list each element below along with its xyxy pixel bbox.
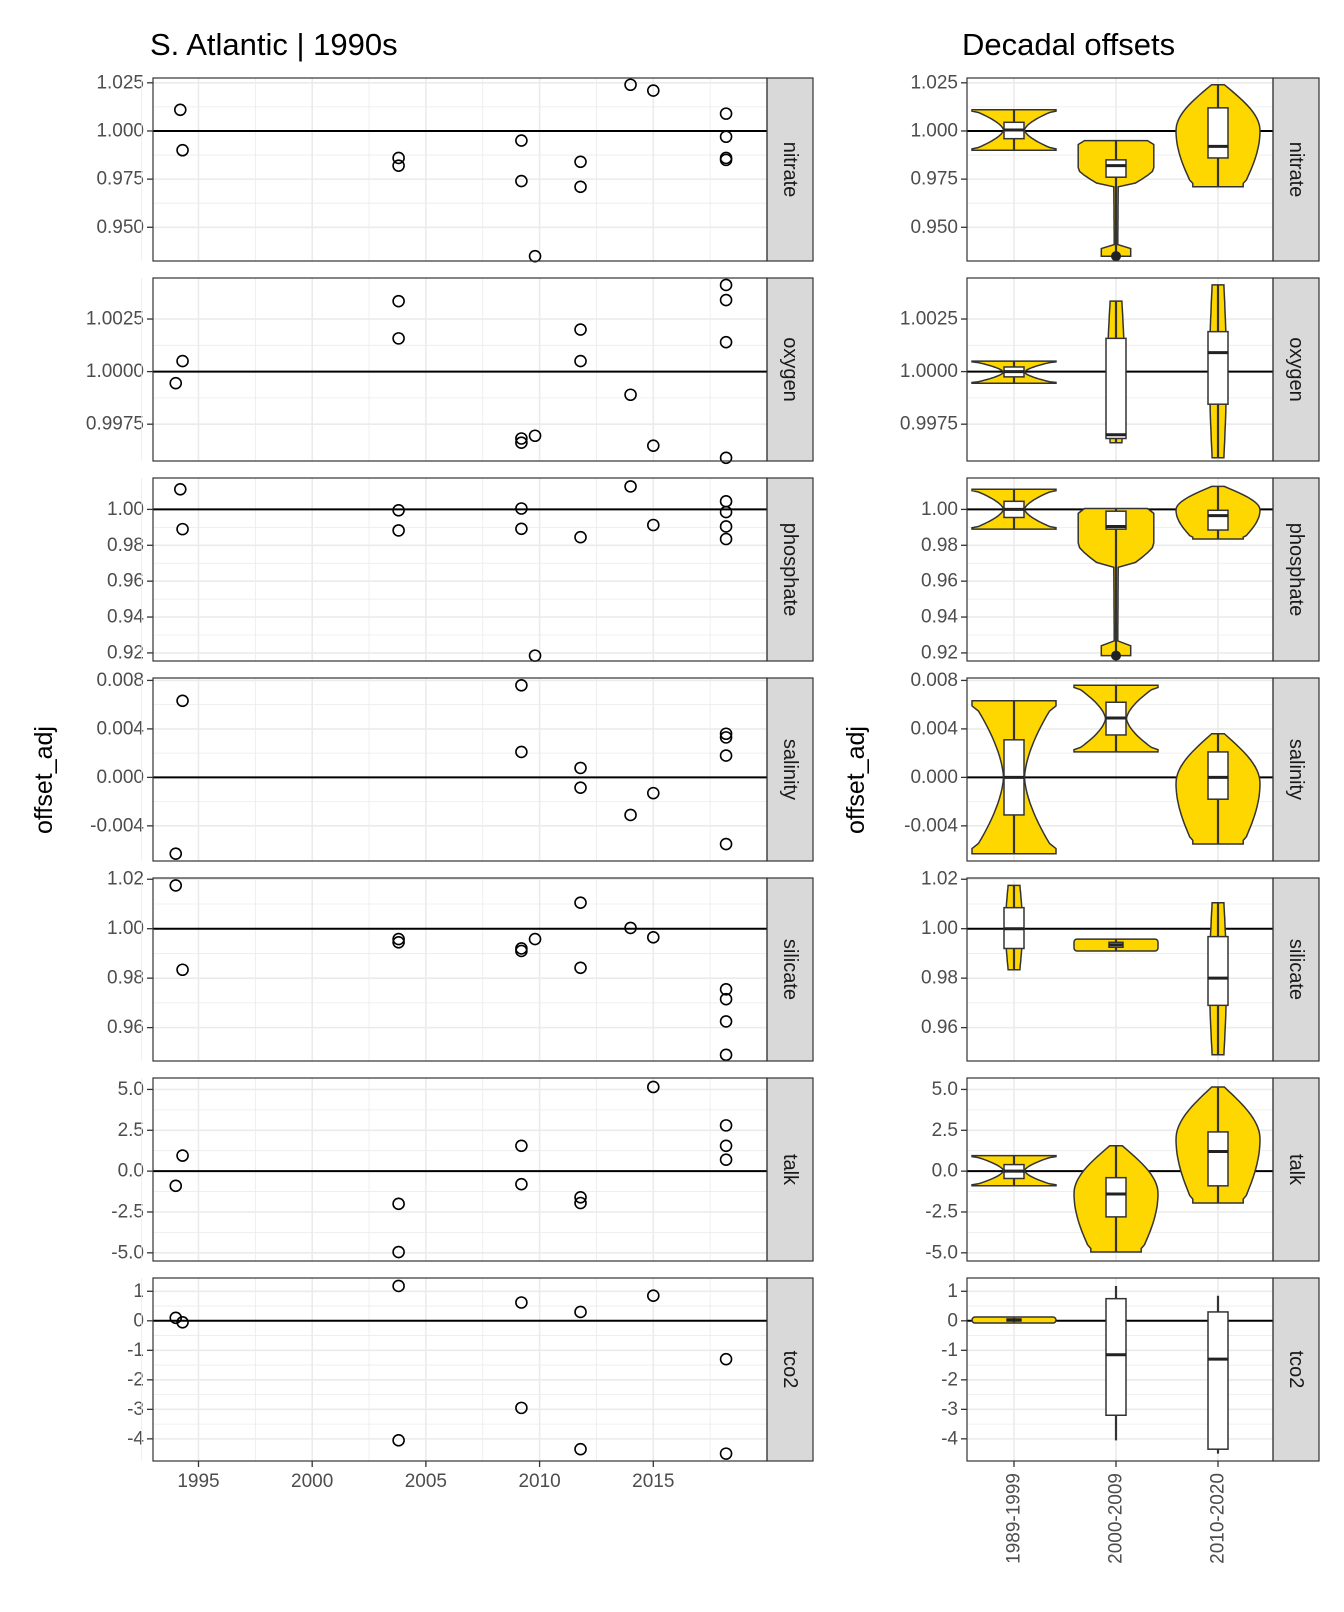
scatter-y-tick-label: 2.5	[117, 1119, 144, 1141]
violin-y-tick-label: -5.0	[925, 1242, 958, 1264]
violin-strip-label-phosphate: phosphate	[1285, 522, 1307, 617]
violin-x-tick-label: 1989-1999	[1003, 1473, 1025, 1564]
scatter-facet-silicate	[107, 869, 813, 1061]
box-iqr	[1208, 752, 1228, 799]
scatter-y-tick-label: 0.96	[107, 570, 144, 592]
scatter-y-tick-label: 0.92	[107, 642, 144, 664]
left-title: S. Atlantic | 1990s	[150, 27, 398, 62]
violin-strip-label-oxygen: oxygen	[1285, 337, 1307, 402]
violin-1989-1999	[972, 1317, 1056, 1323]
violin-y-tick-label: 0.000	[910, 766, 958, 788]
violin-y-tick-label: 2.5	[931, 1119, 958, 1141]
scatter-facet-oxygen	[86, 278, 813, 463]
violin-strip-label-nitrate: nitrate	[1285, 141, 1307, 198]
scatter-x-tick-label: 2015	[632, 1471, 675, 1492]
violin-facet-talk	[925, 1078, 1319, 1263]
right-y-axis-title: offset_adj	[842, 726, 870, 834]
violin-x-tick-label: 2000-2009	[1105, 1473, 1127, 1564]
scatter-panel-bg	[153, 78, 767, 261]
scatter-y-tick-label: -2.5	[111, 1201, 144, 1223]
violin-2010-2020	[1208, 903, 1228, 1055]
violin-y-tick-label: 1.025	[910, 72, 958, 94]
violin-facet-salinity	[904, 670, 1319, 861]
scatter-x-tick-label: 2000	[291, 1471, 334, 1492]
scatter-y-tick-label: 0.9975	[85, 413, 144, 435]
scatter-y-tick-label: 0.008	[96, 669, 144, 691]
violin-2010-2020	[1208, 285, 1228, 458]
scatter-y-tick-label: 0.0	[117, 1160, 144, 1182]
scatter-y-tick-label: 0.000	[96, 766, 144, 788]
scatter-facet-phosphate	[107, 478, 813, 663]
violin-2010-2020	[1208, 1296, 1228, 1454]
scatter-panel-bg	[153, 478, 767, 661]
violin-facet-oxygen	[900, 278, 1319, 461]
scatter-y-tick-label: 0.98	[107, 967, 144, 989]
scatter-facet-tco2	[127, 1278, 813, 1461]
scatter-y-tick-label: 0.94	[107, 606, 144, 628]
box-outlier	[1111, 651, 1121, 661]
scatter-strip-label-salinity: salinity	[779, 738, 801, 801]
violin-y-tick-label: 0.96	[921, 1017, 958, 1039]
scatter-y-tick-label: -5.0	[111, 1242, 144, 1264]
violin-2000-2009	[1074, 939, 1158, 951]
violin-x-tick-label: 2010-2020	[1207, 1473, 1229, 1564]
violin-panels	[900, 72, 1319, 1564]
violin-y-tick-label: 1.02	[921, 868, 958, 890]
scatter-panel-bg	[153, 1278, 767, 1461]
scatter-y-tick-label: 0.975	[96, 168, 144, 190]
scatter-y-tick-label: 1.00	[107, 498, 144, 520]
violin-y-tick-label: -0.004	[904, 815, 958, 837]
scatter-panel-bg	[153, 278, 767, 461]
scatter-facet-salinity	[90, 670, 813, 861]
violin-y-tick-label: 5.0	[931, 1078, 958, 1100]
box-iqr	[1208, 510, 1228, 530]
scatter-panel-bg	[153, 878, 767, 1061]
violin-2000-2009	[1106, 301, 1126, 443]
violin-strip-label-tco2: tco2	[1285, 1350, 1307, 1389]
scatter-y-tick-label: 1.02	[107, 868, 144, 890]
violin-y-tick-label: 0.0	[931, 1160, 958, 1182]
scatter-facet-nitrate	[96, 72, 813, 261]
scatter-y-tick-label: 1.0025	[85, 308, 144, 330]
scatter-y-tick-label: -0.004	[90, 815, 144, 837]
box-iqr	[1208, 108, 1228, 158]
scatter-facet-talk	[111, 1078, 813, 1263]
box-iqr	[1208, 937, 1228, 1006]
violin-y-tick-label: 0.98	[921, 967, 958, 989]
right-title: Decadal offsets	[962, 27, 1176, 62]
scatter-strip-label-tco2: tco2	[779, 1350, 801, 1389]
scatter-y-tick-label: -4	[127, 1428, 144, 1450]
violin-y-tick-label: 1.0000	[899, 361, 958, 383]
violin-y-tick-label: 0.975	[910, 168, 958, 190]
violin-y-tick-label: -2.5	[925, 1201, 958, 1223]
violin-facet-nitrate	[910, 72, 1319, 261]
left-y-axis-title: offset_adj	[30, 726, 58, 834]
violin-y-tick-label: 1.0025	[899, 308, 958, 330]
violin-y-tick-label: 0.004	[910, 718, 958, 740]
violin-y-tick-label: 1.00	[921, 498, 958, 520]
violin-y-tick-label: 0.94	[921, 606, 958, 628]
violin-strip-label-talk: talk	[1285, 1153, 1307, 1186]
scatter-strip-label-oxygen: oxygen	[779, 337, 801, 402]
violin-y-tick-label: 0.92	[921, 642, 958, 664]
violin-facet-tco2	[941, 1278, 1319, 1461]
scatter-strip-label-silicate: silicate	[779, 938, 801, 1001]
violin-facet-silicate	[921, 869, 1319, 1061]
violin-y-tick-label: 0.008	[910, 669, 958, 691]
scatter-y-tick-label: 0	[133, 1310, 144, 1332]
violin-y-tick-label: 0.98	[921, 534, 958, 556]
box-iqr	[1106, 1299, 1126, 1416]
violin-1989-1999	[1004, 885, 1024, 969]
scatter-y-tick-label: 0.004	[96, 718, 144, 740]
violin-y-tick-label: -2	[941, 1369, 958, 1391]
scatter-panel-bg	[153, 1078, 767, 1261]
violin-y-tick-label: -4	[941, 1428, 958, 1450]
violin-y-tick-label: 0.96	[921, 570, 958, 592]
violin-y-tick-label: 1.00	[921, 918, 958, 940]
box-iqr	[1106, 1178, 1126, 1217]
scatter-y-tick-label: 0.96	[107, 1017, 144, 1039]
scatter-y-tick-label: 1.00	[107, 918, 144, 940]
box-outlier	[1111, 251, 1121, 261]
scatter-y-tick-label: 5.0	[117, 1078, 144, 1100]
box-iqr	[1208, 332, 1228, 405]
violin-y-tick-label: 1	[947, 1280, 958, 1302]
violin-y-tick-label: 1.000	[910, 120, 958, 142]
violin-strip-label-silicate: silicate	[1285, 938, 1307, 1001]
violin-y-tick-label: -3	[941, 1398, 958, 1420]
box-iqr	[1208, 1312, 1228, 1449]
scatter-strip-label-nitrate: nitrate	[779, 141, 801, 198]
scatter-y-tick-label: 0.98	[107, 534, 144, 556]
scatter-y-tick-label: 1.000	[96, 120, 144, 142]
violin-y-tick-label: 0.9975	[899, 413, 958, 435]
scatter-y-tick-label: 1.025	[96, 72, 144, 94]
violin-y-tick-label: 0.950	[910, 216, 958, 238]
scatter-y-tick-label: 1	[133, 1280, 144, 1302]
scatter-y-tick-label: 1.0000	[85, 361, 144, 383]
violin-y-tick-label: -1	[941, 1339, 958, 1361]
scatter-panel-bg	[153, 678, 767, 861]
violin-y-tick-label: 0	[947, 1310, 958, 1332]
scatter-x-tick-label: 2010	[518, 1471, 561, 1492]
box-iqr	[1106, 338, 1126, 438]
violin-facet-phosphate	[921, 478, 1319, 663]
box-iqr	[1208, 1132, 1228, 1186]
scatter-y-tick-label: -3	[127, 1398, 144, 1420]
scatter-strip-label-talk: talk	[779, 1153, 801, 1186]
scatter-y-tick-label: -1	[127, 1339, 144, 1361]
scatter-y-tick-label: -2	[127, 1369, 144, 1391]
box-iqr	[1106, 160, 1126, 177]
scatter-x-tick-label: 1995	[177, 1471, 220, 1492]
scatter-panels	[86, 72, 813, 1492]
scatter-strip-label-phosphate: phosphate	[779, 522, 801, 617]
scatter-y-tick-label: 0.950	[96, 216, 144, 238]
violin-strip-label-salinity: salinity	[1285, 738, 1307, 801]
scatter-x-tick-label: 2005	[404, 1471, 448, 1492]
